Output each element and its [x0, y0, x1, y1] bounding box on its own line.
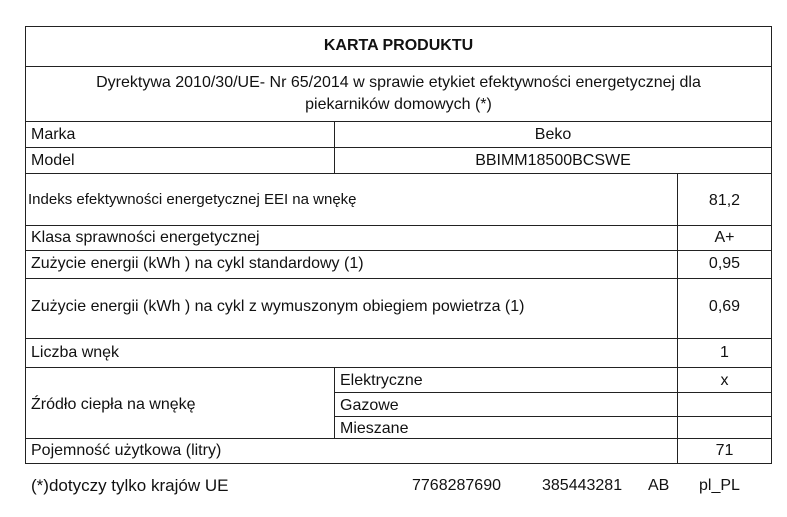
border-bottom: [25, 463, 772, 464]
directive-line-1: Dyrektywa 2010/30/UE- Nr 65/2014 w sprawie etykiet efektywności energetycznej dla: [96, 74, 701, 91]
heat-source-gas-label: Gazowe: [340, 397, 399, 414]
divider: [25, 173, 772, 174]
divider: [25, 66, 772, 67]
divider: [25, 338, 772, 339]
document-revision: AB: [648, 477, 670, 494]
heat-source-label: Źródło ciepła na wnękę: [31, 396, 196, 413]
consumption-standard-value: 0,95: [708, 255, 741, 272]
heat-source-mixed-label: Mieszane: [340, 420, 409, 437]
capacity-value: 71: [715, 442, 734, 459]
border-right: [771, 26, 772, 464]
model-label: Model: [31, 152, 75, 169]
divider: [25, 147, 772, 148]
border-top: [25, 26, 772, 27]
consumption-fan-value: 0,69: [708, 298, 741, 315]
model-value: BBIMM18500BCSWE: [475, 152, 631, 169]
consumption-fan-label: Zużycie energii (kWh ) na cykl z wymuszonym obiegiem powietrza (1): [31, 298, 525, 315]
divider: [334, 392, 772, 393]
eei-value: 81,2: [708, 192, 741, 209]
product-code: 7768287690: [412, 477, 501, 494]
divider: [25, 225, 772, 226]
energy-class-value: A+: [714, 229, 735, 246]
divider: [25, 121, 772, 122]
document-code: 385443281: [542, 477, 623, 494]
cavity-count-value: 1: [720, 344, 729, 361]
eei-label: Indeks efektywności energetycznej EEI na wnękę: [28, 191, 357, 208]
cavity-count-label: Liczba wnęk: [31, 344, 120, 361]
heat-source-electric-label: Elektryczne: [340, 372, 423, 389]
divider: [25, 250, 772, 251]
brand-label: Marka: [31, 126, 76, 143]
column-divider: [677, 173, 678, 464]
energy-class-label: Klasa sprawności energetycznej: [31, 229, 260, 246]
locale-code: pl_PL: [699, 477, 740, 494]
directive-line-2: piekarników domowych (*): [305, 96, 492, 113]
eu-only-note: (*)dotyczy tylko krajów UE: [31, 476, 229, 495]
card-title: KARTA PRODUKTU: [323, 37, 474, 54]
divider: [25, 367, 772, 368]
brand-value: Beko: [534, 126, 572, 143]
heat-source-electric-value: x: [720, 372, 729, 389]
capacity-label: Pojemność użytkowa (litry): [31, 442, 222, 459]
divider: [25, 438, 772, 439]
column-divider: [334, 367, 335, 439]
consumption-standard-label: Zużycie energii (kWh ) na cykl standardowy (1): [31, 255, 364, 272]
divider: [334, 416, 772, 417]
divider: [25, 278, 772, 279]
